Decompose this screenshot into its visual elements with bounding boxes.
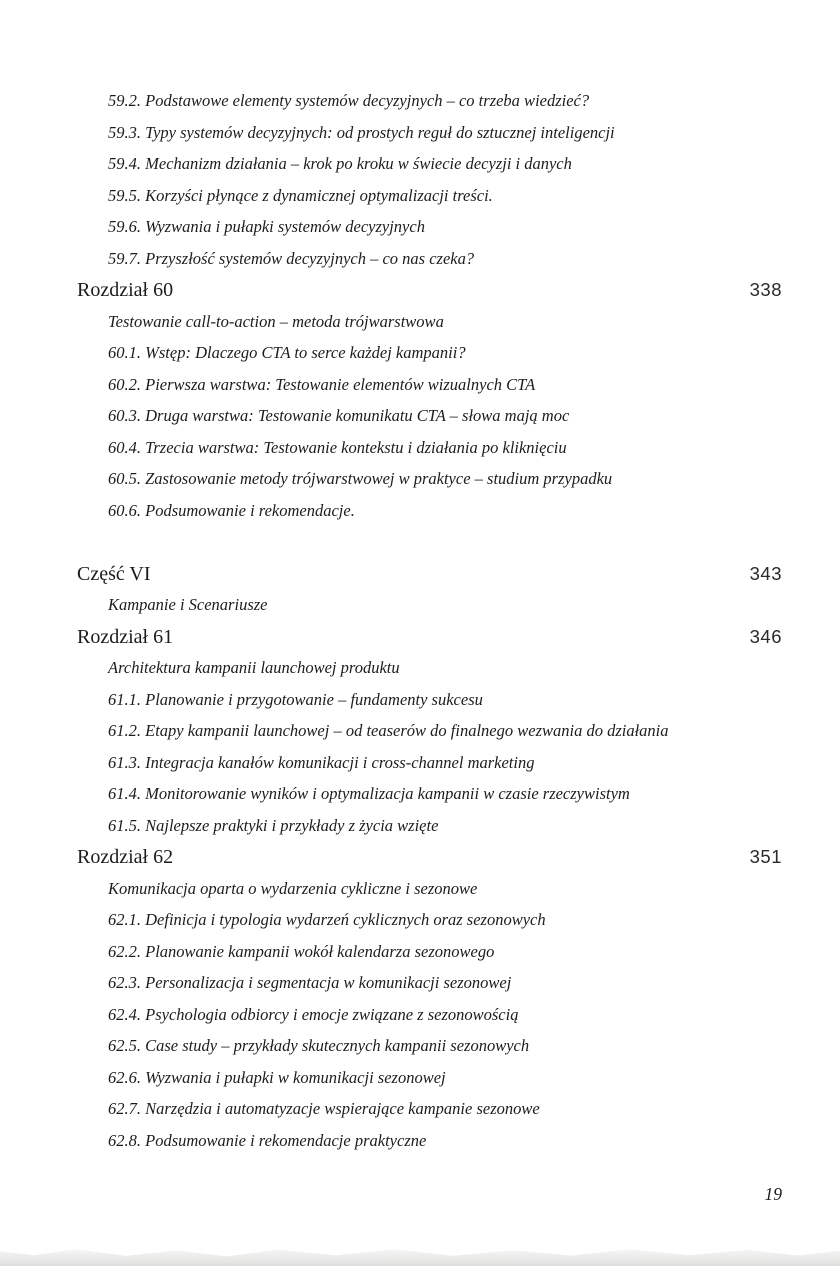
toc-item: 62.1. Definicja i typologia wydarzeń cyklicznych oraz sezonowych <box>108 910 546 929</box>
toc-item: 61.2. Etapy kampanii launchowej – od teaserów do finalnego wezwania do działania <box>108 721 669 740</box>
toc-section-subtitle: Testowanie call-to-action – metoda trójwarstwowa <box>108 311 444 331</box>
toc-item: 61.1. Planowanie i przygotowanie – fundamenty sukcesu <box>108 689 483 709</box>
page-number: 19 <box>764 1184 782 1204</box>
toc-item: 60.2. Pierwsza warstwa: Testowanie elementów wizualnych CTA <box>108 374 536 394</box>
toc-item: 62.3. Personalizacja i segmentacja w komunikacji sezonowej <box>108 973 512 992</box>
toc-item: 60.4. Trzecia warstwa: Testowanie kontekstu i działania po kliknięciu <box>108 437 567 457</box>
page-bottom-edge <box>0 1242 840 1266</box>
toc-item: 60.1. Wstęp: Dlaczego CTA to serce każdej kampanii? <box>108 343 466 362</box>
toc-item: 60.5. Zastosowanie metody trójwarstwowej w praktyce – studium przypadku <box>108 469 613 488</box>
toc-item: 59.4. Mechanizm działania – krok po kroku w świecie decyzji i danych <box>108 154 572 173</box>
toc-chapter-row <box>0 274 840 306</box>
toc-item: 61.3. Integracja kanałów komunikacji i cross-channel marketing <box>108 752 535 772</box>
toc-item: 59.6. Wyzwania i pułapki systemów decyzyjnych <box>108 217 425 236</box>
toc-section-subtitle: Kampanie i Scenariusze <box>108 595 268 614</box>
toc-chapter-row <box>0 621 840 653</box>
toc-chapter-label: Rozdział 61 <box>77 625 174 648</box>
toc-item: 62.7. Narzędzia i automatyzacje wspierające kampanie sezonowe <box>108 1099 540 1118</box>
toc-section-subtitle: Architektura kampanii launchowej produktu <box>108 658 400 677</box>
toc-item: 62.2. Planowanie kampanii wokół kalendarza sezonowego <box>108 941 495 961</box>
toc-heading-pagenum: 346 <box>749 625 782 647</box>
toc <box>0 85 840 1156</box>
toc-item: 59.5. Korzyści płynące z dynamicznej optymalizacji treści. <box>108 185 493 205</box>
toc-heading-pagenum: 338 <box>749 279 782 300</box>
toc-heading-pagenum: 343 <box>749 562 782 584</box>
toc-section-subtitle: Komunikacja oparta o wydarzenia cykliczne i sezonowe <box>108 878 478 898</box>
toc-chapter-row <box>0 841 840 873</box>
toc-item: 62.5. Case study – przykłady skutecznych kampanii sezonowych <box>108 1036 530 1055</box>
toc-heading-pagenum: 351 <box>749 846 782 867</box>
toc-chapter-label: Rozdział 60 <box>77 279 174 301</box>
toc-part-label: Część VI <box>77 562 151 585</box>
toc-item: 59.7. Przyszłość systemów decyzyjnych – co nas czeka? <box>108 248 475 268</box>
toc-item: 60.6. Podsumowanie i rekomendacje. <box>108 500 355 520</box>
toc-item: 59.3. Typy systemów decyzyjnych: od prostych reguł do sztucznej inteligencji <box>108 122 615 142</box>
toc-item: 60.3. Druga warstwa: Testowanie komunikatu CTA – słowa mają moc <box>108 406 570 425</box>
toc-chapter-label: Rozdział 62 <box>77 846 174 868</box>
toc-item: 61.4. Monitorowanie wyników i optymalizacja kampanii w czasie rzeczywistym <box>108 784 630 803</box>
toc-item: 62.8. Podsumowanie i rekomendacje praktyczne <box>108 1130 427 1150</box>
toc-item: 61.5. Najlepsze praktyki i przykłady z życia wzięte <box>108 815 439 835</box>
toc-item: 62.4. Psychologia odbiorcy i emocje związane z sezonowością <box>108 1004 519 1024</box>
toc-item: 59.2. Podstawowe elementy systemów decyzyjnych – co trzeba wiedzieć? <box>108 91 590 110</box>
toc-item: 62.6. Wyzwania i pułapki w komunikacji sezonowej <box>108 1067 446 1087</box>
toc-part-row <box>0 558 840 590</box>
